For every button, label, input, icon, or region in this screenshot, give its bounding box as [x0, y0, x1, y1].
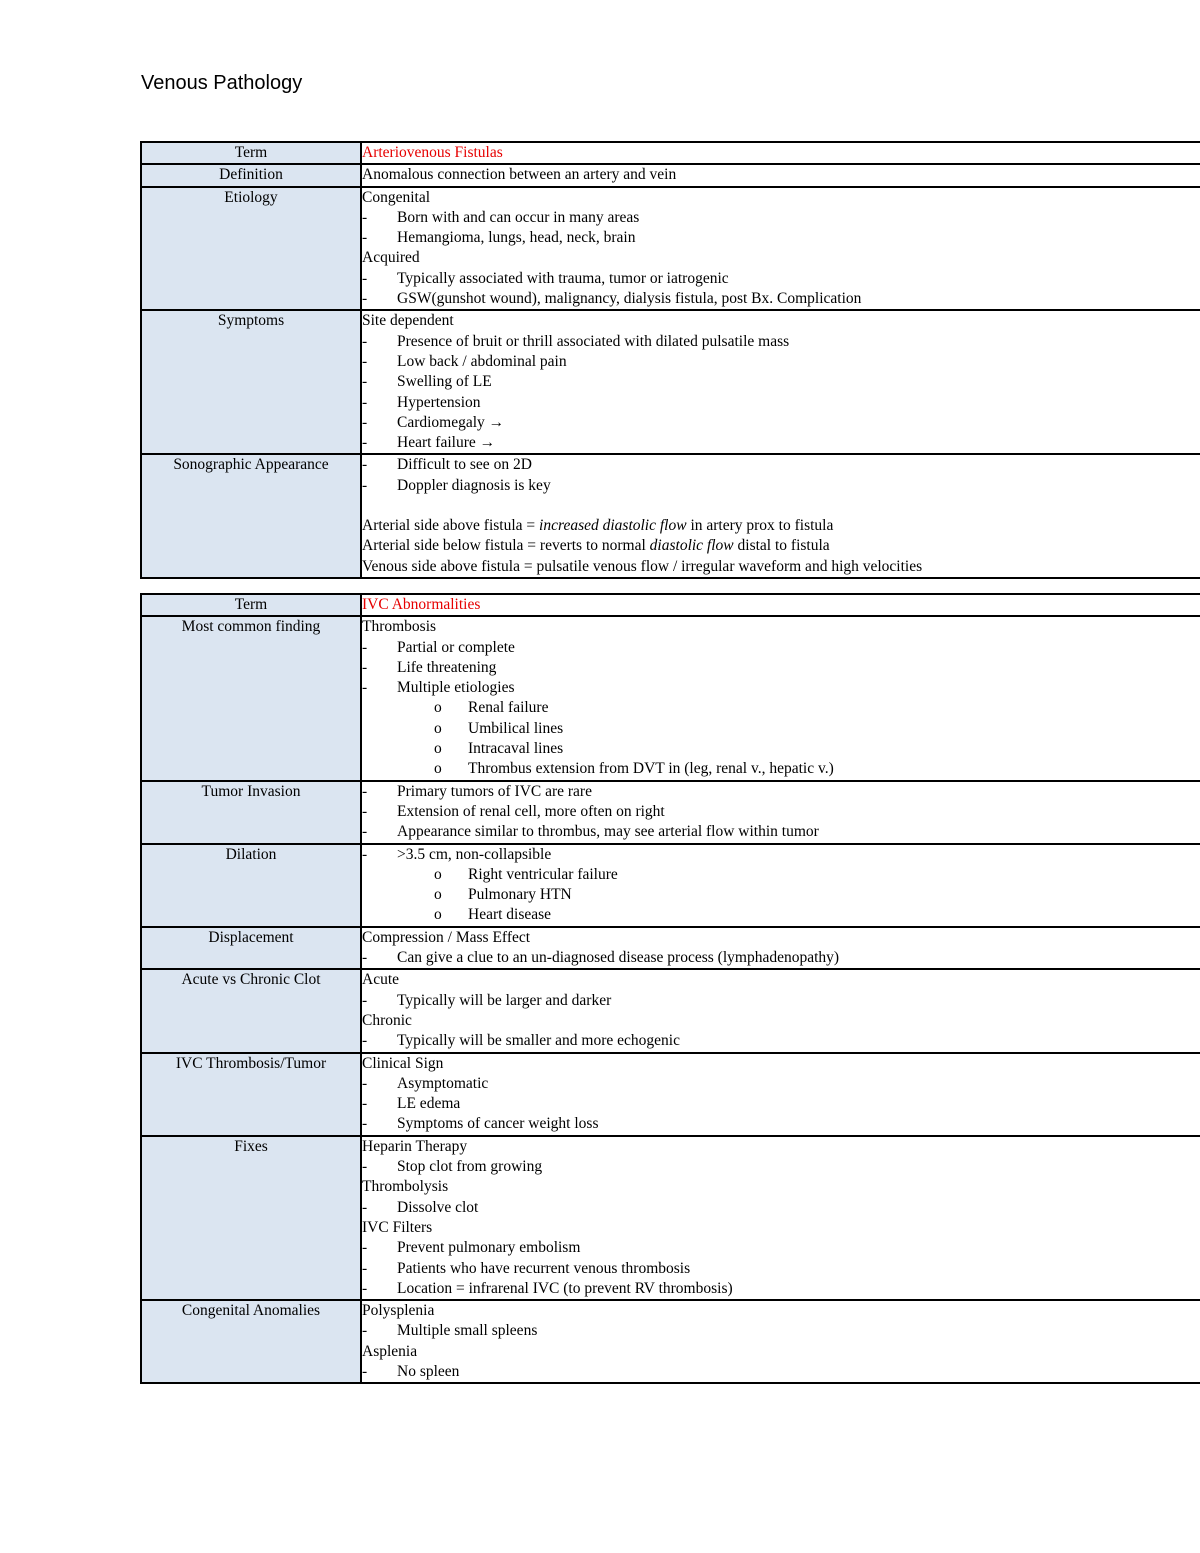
row-content-cell	[361, 927, 1200, 970]
row-label-cell: Dilation	[141, 844, 361, 927]
table-row	[141, 310, 1200, 454]
row-label-cell: Displacement	[141, 927, 361, 970]
sub-bullet-item: o Thrombus extension from DVT in (leg, renal v., hepatic v.)	[362, 759, 1200, 779]
text-fragment: Arterial side below fistula = reverts to normal	[362, 537, 650, 555]
row-label-cell: Fixes	[141, 1136, 361, 1300]
blank-line	[362, 496, 1200, 516]
bullet-item: - Stop clot from growing	[362, 1157, 1200, 1177]
term-label-cell: Term	[141, 594, 361, 616]
bullet-item: - Can give a clue to an un-diagnosed disease process (lymphadenopathy)	[362, 948, 1200, 968]
text-line: Clinical Sign	[362, 1054, 444, 1072]
sub-bullet-item: o Renal failure	[362, 698, 1200, 718]
table-row	[141, 927, 1200, 970]
table-header-row	[141, 142, 1200, 164]
term-name-cell: IVC Abnormalities	[361, 594, 1200, 616]
row-content-cell	[361, 616, 1200, 780]
text-line: Congenital	[362, 188, 431, 206]
table-row	[141, 969, 1200, 1052]
table-row	[141, 1136, 1200, 1300]
text-line	[362, 516, 1200, 536]
text-line: Acquired	[362, 249, 420, 267]
text-line	[362, 536, 1200, 556]
row-content-cell	[361, 310, 1200, 454]
bullet-item: - Dissolve clot	[362, 1198, 1200, 1218]
row-label-cell: Definition	[141, 164, 361, 186]
table-body	[141, 142, 1200, 578]
text-line: Anomalous connection between an artery and vein	[362, 166, 677, 184]
emphasis-text: increased diastolic flow	[539, 517, 687, 535]
row-label-cell: Tumor Invasion	[141, 781, 361, 844]
bullet-item: - GSW(gunshot wound), malignancy, dialysis fistula, post Bx. Complication	[362, 289, 1200, 309]
table-row	[141, 164, 1200, 186]
bullet-item: - Symptoms of cancer weight loss	[362, 1114, 1200, 1134]
row-content-cell	[361, 969, 1200, 1052]
bullet-item: - Multiple etiologies	[362, 678, 1200, 698]
bullet-item: - Partial or complete	[362, 638, 1200, 658]
row-label-cell: Etiology	[141, 187, 361, 311]
table-row	[141, 454, 1200, 577]
table-body	[141, 594, 1200, 1383]
bullet-item: - Low back / abdominal pain	[362, 352, 1200, 372]
text-line: Polysplenia	[362, 1302, 435, 1320]
text-line: Venous side above fistula = pulsatile venous flow / irregular waveform and high velocities	[362, 557, 923, 575]
row-label-cell: Congenital Anomalies	[141, 1300, 361, 1383]
text-line: Chronic	[362, 1011, 412, 1029]
bullet-item: - Difficult to see on 2D	[362, 455, 1200, 475]
sub-bullet-item: o Right ventricular failure	[362, 865, 1200, 885]
row-label-cell: Acute vs Chronic Clot	[141, 969, 361, 1052]
text-line: IVC Filters	[362, 1218, 433, 1236]
text-line: Thrombolysis	[362, 1178, 449, 1196]
row-label-cell: Most common finding	[141, 616, 361, 780]
text-fragment: Arterial side above fistula =	[362, 517, 540, 535]
bullet-item: - Life threatening	[362, 658, 1200, 678]
bullet-item: - Extension of renal cell, more often on right	[362, 802, 1200, 822]
bullet-item: - No spleen	[362, 1362, 1200, 1382]
row-content-cell	[361, 1053, 1200, 1136]
arteriovenous-fistulas-table	[140, 141, 1200, 579]
bullet-item: - Primary tumors of IVC are rare	[362, 782, 1200, 802]
bullet-item: - Multiple small spleens	[362, 1321, 1200, 1341]
sub-bullet-item: o Umbilical lines	[362, 719, 1200, 739]
bullet-item: - Typically associated with trauma, tumor or iatrogenic	[362, 269, 1200, 289]
bullet-item: - Typically will be smaller and more echogenic	[362, 1031, 1200, 1051]
row-content-cell	[361, 187, 1200, 311]
bullet-item: - Born with and can occur in many areas	[362, 208, 1200, 228]
bullet-item: - >3.5 cm, non-collapsible	[362, 845, 1200, 865]
sub-bullet-item: o Pulmonary HTN	[362, 885, 1200, 905]
bullet-item: - Asymptomatic	[362, 1074, 1200, 1094]
table-row	[141, 616, 1200, 780]
text-line: Thrombosis	[362, 618, 437, 636]
emphasis-text: diastolic flow	[649, 537, 734, 555]
row-content-cell	[361, 781, 1200, 844]
text-line: Compression / Mass Effect	[362, 928, 531, 946]
term-name-cell: Arteriovenous Fistulas	[361, 142, 1200, 164]
table-row	[141, 1300, 1200, 1383]
table-header-row	[141, 594, 1200, 616]
bullet-item: - Prevent pulmonary embolism	[362, 1238, 1200, 1258]
document-title: Venous Pathology	[141, 72, 303, 94]
text-fragment: distal to fistula	[733, 537, 830, 555]
bullet-item: - Hypertension	[362, 393, 1200, 413]
text-line: Heparin Therapy	[362, 1137, 468, 1155]
sub-bullet-item: o Intracaval lines	[362, 739, 1200, 759]
table-row	[141, 1053, 1200, 1136]
text-line: Asplenia	[362, 1342, 418, 1360]
bullet-item: - Hemangioma, lungs, head, neck, brain	[362, 228, 1200, 248]
table-row	[141, 844, 1200, 927]
term-label-cell: Term	[141, 142, 361, 164]
row-content-cell	[361, 844, 1200, 927]
text-fragment: in artery prox to fistula	[686, 517, 834, 535]
bullet-item: - Typically will be larger and darker	[362, 991, 1200, 1011]
text-line: Site dependent	[362, 312, 454, 330]
bullet-item: - Appearance similar to thrombus, may see arterial flow within tumor	[362, 822, 1200, 842]
ivc-abnormalities-table	[140, 593, 1200, 1384]
table-row	[141, 187, 1200, 311]
bullet-item: - Presence of bruit or thrill associated with dilated pulsatile mass	[362, 332, 1200, 352]
bullet-item: - Location = infrarenal IVC (to prevent RV thrombosis)	[362, 1279, 1200, 1299]
row-content-cell	[361, 454, 1200, 577]
sub-bullet-item: o Heart disease	[362, 905, 1200, 925]
bullet-item: - Doppler diagnosis is key	[362, 476, 1200, 496]
row-content-cell	[361, 1300, 1200, 1383]
bullet-item: - LE edema	[362, 1094, 1200, 1114]
bullet-item: - Cardiomegaly →	[362, 413, 1200, 433]
bullet-item: - Heart failure →	[362, 433, 1200, 453]
table-row	[141, 781, 1200, 844]
row-label-cell: IVC Thrombosis/Tumor	[141, 1053, 361, 1136]
row-label-cell: Symptoms	[141, 310, 361, 454]
bullet-item: - Swelling of LE	[362, 372, 1200, 392]
bullet-item: - Patients who have recurrent venous thrombosis	[362, 1259, 1200, 1279]
text-line: Acute	[362, 971, 400, 989]
row-content-cell	[361, 164, 1200, 186]
row-content-cell	[361, 1136, 1200, 1300]
row-label-cell: Sonographic Appearance	[141, 454, 361, 577]
